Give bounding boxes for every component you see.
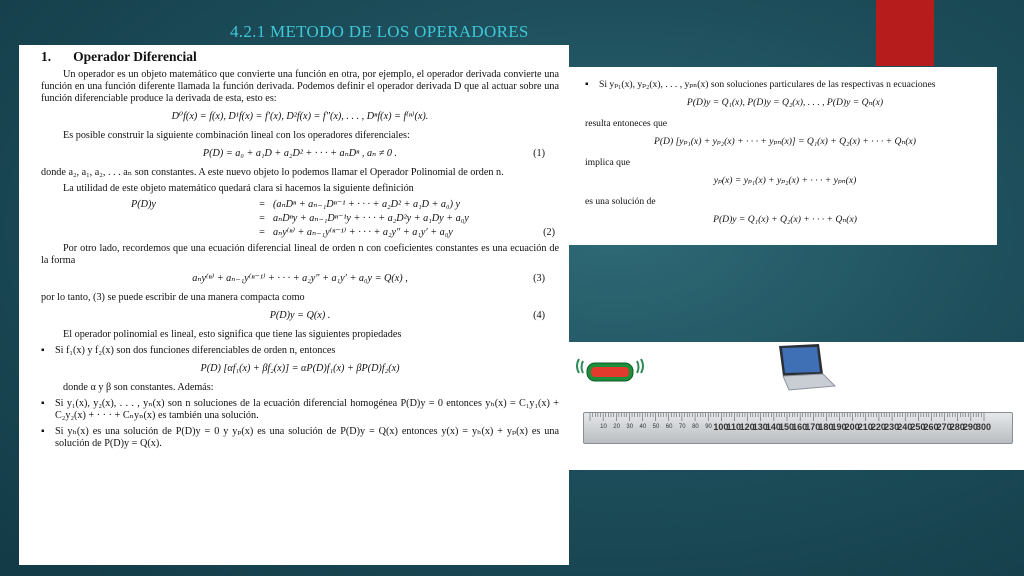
text-solution-of: es una solución de (585, 196, 656, 207)
ruler-label: 130 (752, 422, 768, 432)
operator-document (19, 45, 569, 565)
ruler-label: 280 (949, 422, 965, 432)
equation-1 (41, 148, 559, 160)
equation-4 (41, 310, 559, 322)
paragraph-linear-combination: Es posible construir la siguiente combinación lineal con los operadores diferenciales: (63, 130, 410, 141)
ruler-label: 100 (713, 422, 729, 432)
equation-3-body: aₙy⁽ⁿ⁾ + aₙ₋₁y⁽ⁿ⁻¹⁾ + · · · + a₂y″ + a₁y′ + a₀y = Q(x) , (192, 273, 408, 284)
ruler-label: 20 (613, 424, 620, 430)
equation-linearity: P(D) [αf₁(x) + βf₂(x)] = αP(D)f₁(x) + βP(D)f₂(x) (200, 363, 400, 374)
ruler-label: 110 (726, 422, 741, 432)
ruler-label: 180 (818, 422, 834, 432)
equation-1-body: P(D) = a₀ + a₁D + a₂D² + · · · + aₙDⁿ , aₙ ≠ 0 . (202, 148, 398, 159)
text-implies: implica que (585, 157, 631, 168)
equation-2-lhs: P(D)y (131, 199, 156, 210)
equation-2-line-3: aₙy⁽ⁿ⁾ + aₙ₋₁y⁽ⁿ⁻¹⁾ + · · · + a₂y″ + a₁y′ + a₀y (273, 227, 453, 238)
equation-2 (131, 199, 559, 239)
ruler-label: 290 (962, 422, 978, 432)
ruler-label: 230 (884, 422, 900, 432)
bullet-general-solution: ▪ Si yₕ(x) es una solución de P(D)y = 0 y yₚ(x) es una solución de P(D)y = Q(x) entonces y(x) = yₕ(x) + yₚ(x) es una solución de P(D)y = Q(x). (41, 426, 559, 450)
equation-2-equals-1: = (259, 199, 265, 210)
paragraph-ode: Por otro lado, recordemos que una ecuación diferencial lineal de orden n con coeficientes constantes es una ecuación de la forma (41, 243, 559, 266)
ruler-label: 60 (665, 424, 673, 430)
ruler-label: 160 (792, 422, 808, 432)
paragraph-intro: Un operador es un objeto matemático que convierte una función en otra, por ejemplo, el operador derivada convierte una función en una función diferente llamada la función derivada. Podemos definir el operador derivada D que al actuar sobre una función diferenciable produce la derivada de esta, esto es: (41, 69, 559, 104)
ruler-label: 10 (600, 424, 607, 430)
section-number: 1. (41, 49, 52, 64)
equation-final: P(D)y = Q₁(x) + Q₂(x) + · · · + Qₙ(x) (713, 213, 857, 225)
bullet-linearity: ▪ Si f₁(x) y f₂(x) son dos funciones diferenciables de orden n, entonces (41, 345, 559, 357)
ruler-label: 300 (976, 422, 992, 432)
equation-2-equals-3: = (259, 227, 265, 238)
paragraph-definition: La utilidad de este objeto matemático quedará clara si hacemos la siguiente definición (63, 183, 414, 194)
ruler (583, 412, 1013, 444)
paragraph-alpha-beta: donde α y β son constantes. Además: (63, 382, 214, 393)
accent-bar (876, 0, 934, 66)
paragraph-linear-properties: El operador polinomial es lineal, esto significa que tiene las siguientes propiedades (63, 329, 402, 340)
equation-2-line-2: aₙDⁿy + aₙ₋₁Dⁿ⁻¹y + · · · + a₂D²y + a₁Dy + a₀y (273, 213, 469, 224)
sound-logo-icon (575, 358, 645, 388)
paragraph-constants: donde a₂, a₁, a₂, . . . aₙ son constantes. A este nuevo objeto lo podemos llamar el Operador Polinomial de orden n. (41, 167, 504, 178)
ruler-label: 50 (652, 424, 660, 430)
paragraph-compact: por lo tanto, (3) se puede escribir de una manera compacta como (41, 292, 305, 303)
equation-1-number: (1) (533, 148, 545, 159)
ruler-label: 190 (831, 422, 847, 432)
ruler-label: 70 (678, 424, 686, 430)
ruler-label: 40 (639, 424, 647, 430)
equation-yp: yₚ(x) = yₚ₁(x) + yₚ₂(x) + · · · + yₚₙ(x) (713, 174, 857, 186)
ruler-label: 200 (844, 422, 860, 432)
illustration-panel (569, 342, 1024, 470)
ruler-label: 80 (692, 424, 699, 430)
equation-2-line-1: (aₙDⁿ + aₙ₋₁Dⁿ⁻¹ + · · · + a₂D² + a₁D + a₀) y (273, 199, 461, 210)
ruler-label: 270 (936, 422, 952, 432)
equation-3-number: (3) (533, 273, 545, 284)
section-title: Operador Diferencial (73, 49, 197, 64)
equation-2-number: (2) (543, 227, 555, 238)
text-result: resulta entoneces que (585, 118, 668, 129)
ruler-label: 240 (897, 422, 913, 432)
ruler-label: 150 (779, 422, 795, 432)
ruler-label: 210 (857, 422, 873, 432)
laptop-icon (773, 344, 837, 392)
ruler-label: 220 (870, 422, 886, 432)
equation-particular: P(D)y = Q₁(x), P(D)y = Q₂(x), . . . , P(D)y = Qₙ(x) (686, 96, 884, 108)
ruler-label: 250 (910, 422, 926, 432)
equation-sum: P(D) [yₚ₁(x) + yₚ₂(x) + · · · + yₚₙ(x)] = Q₁(x) + Q₂(x) + · · · + Qₙ(x) (654, 135, 916, 147)
ruler-label: 90 (705, 424, 712, 430)
ruler-label: 120 (739, 422, 755, 432)
bullet-homogeneous: ▪ Si y₁(x), y₂(x), . . . , yₙ(x) son n soluciones de la ecuación diferencial homogénea P(D)y = 0 entonces yₕ(x) = C₁y₁(x) + C₂y₂(x) + · · · + Cₙyₙ(x) es también una solución. (41, 398, 559, 422)
equation-2-equals-2: = (259, 213, 265, 224)
equation-4-body: P(D)y = Q(x) . (269, 310, 331, 321)
equation-3 (41, 273, 559, 285)
ruler-label: 30 (626, 424, 634, 430)
equation-4-number: (4) (533, 310, 545, 321)
section-heading (41, 51, 559, 63)
slide-title: 4.2.1 METODO DE LOS OPERADORES (230, 22, 529, 41)
superposition-document (569, 67, 997, 245)
ruler-label: 260 (923, 422, 939, 432)
ruler-label: 140 (765, 422, 781, 432)
bullet-particular-solutions: ▪ Si yₚ₁(x), yₚ₂(x), . . . , yₚₙ(x) son soluciones particulares de las respectivas n ecuaciones (585, 79, 985, 91)
ruler-label: 170 (805, 422, 821, 432)
equation-derivatives: D⁰f(x) = f(x), D¹f(x) = f′(x), D²f(x) = f″(x), . . . , Dⁿf(x) = f⁽ⁿ⁾(x). (171, 111, 429, 122)
